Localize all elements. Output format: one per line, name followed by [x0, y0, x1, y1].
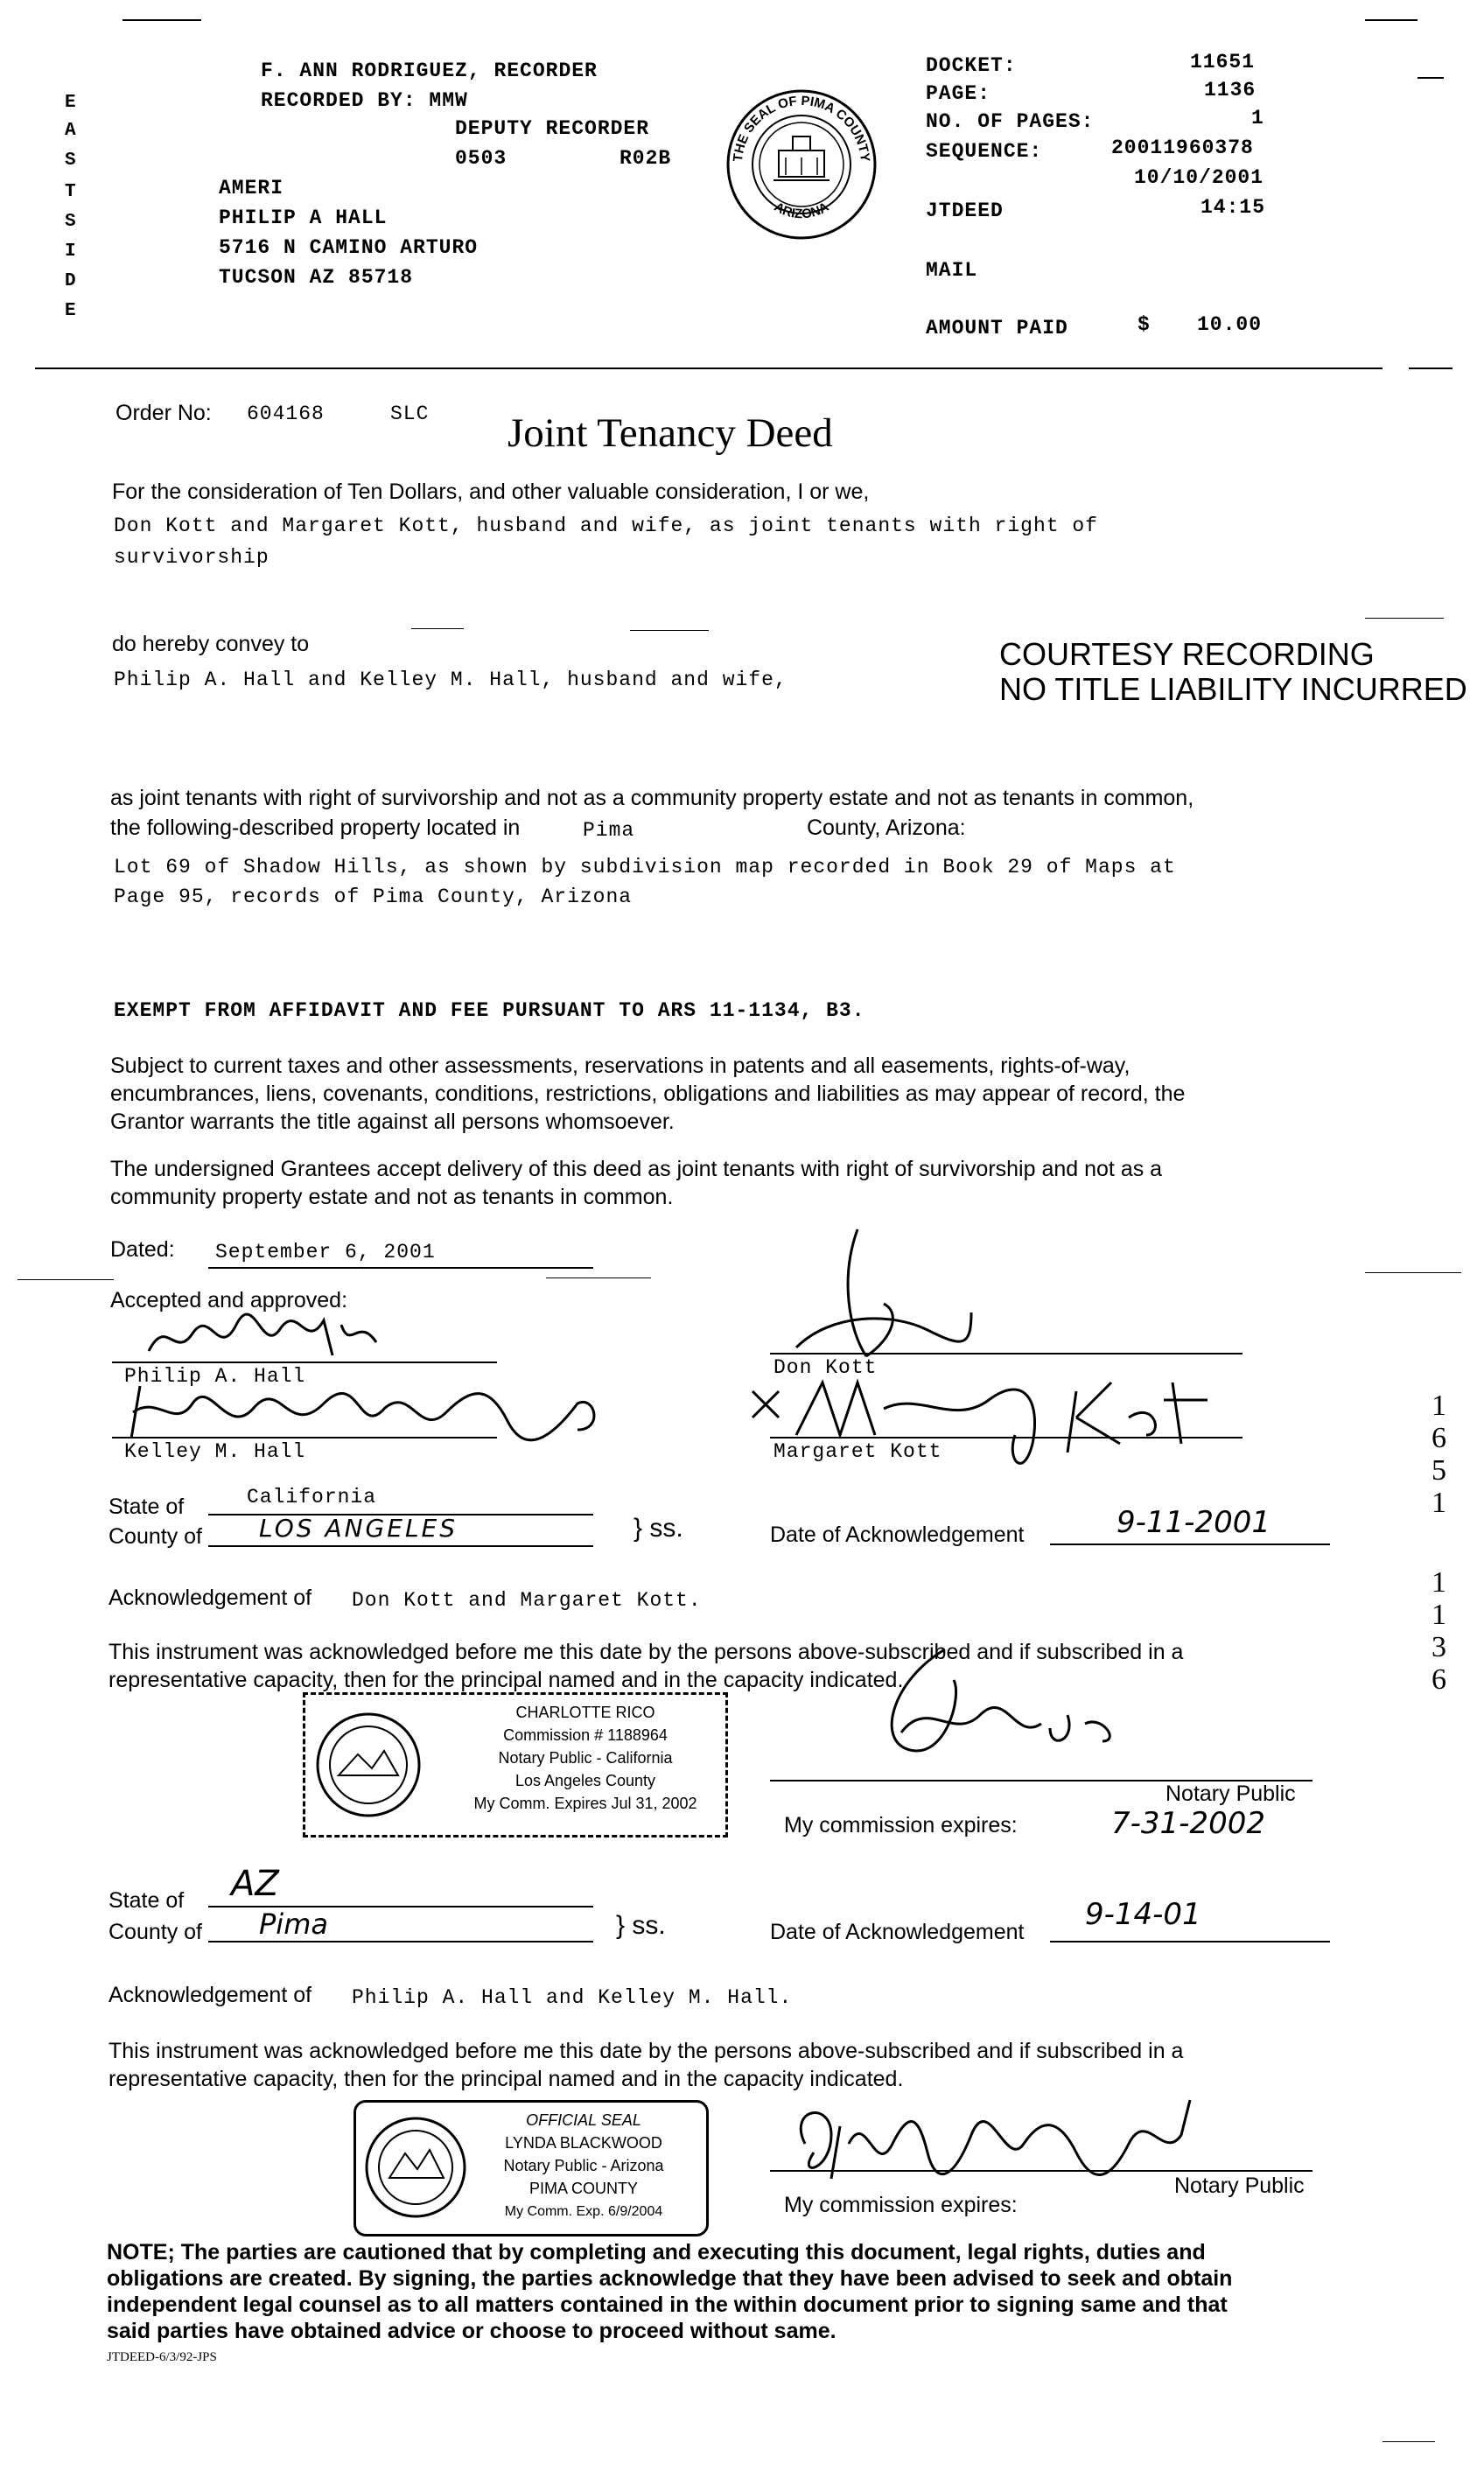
- recording-date: 10/10/2001: [1134, 166, 1264, 189]
- county-inline: Pima: [583, 819, 635, 842]
- legal-description-line-2: Page 95, records of Pima County, Arizona: [114, 886, 633, 908]
- amount-value: 10.00: [1197, 313, 1263, 336]
- stamp2-name: LYNDA BLACKWOOD: [505, 2134, 662, 2152]
- dash: [1382, 2441, 1435, 2442]
- notary-stamp-lynda-blackwood: [354, 2100, 709, 2236]
- page-label: PAGE:: [926, 82, 991, 105]
- dash: [18, 1279, 114, 1280]
- signer-don-kott: Don Kott: [774, 1356, 878, 1379]
- top-dash: [1418, 77, 1444, 79]
- form-code: JTDEED-6/3/92-JPS: [107, 2350, 217, 2364]
- eastside-letter: T: [65, 182, 76, 202]
- note-line-3: independent legal counsel as to all matters contained in the within document prior to signing same and that: [107, 2292, 1228, 2317]
- ack2-state: AZ: [231, 1864, 279, 1904]
- grantees-accept-line-1: The undersigned Grantees accept delivery of this deed as joint tenants with right of survivorship and not as a: [110, 1157, 1163, 1181]
- signer-philip-hall: Philip A. Hall: [124, 1365, 306, 1388]
- county-suffix: County, Arizona:: [807, 816, 966, 840]
- pima-county-seal: [724, 88, 878, 242]
- side-page-digit: 1: [1432, 1599, 1446, 1631]
- signature-margaret-kott: [744, 1365, 1216, 1496]
- ack1-state-label: State of: [108, 1494, 185, 1519]
- recording-time: 14:15: [1200, 196, 1266, 219]
- eastside-letter: I: [65, 242, 76, 262]
- ack2-ss: } ss.: [616, 1911, 666, 1940]
- sequence-value: 20011960378: [1111, 136, 1254, 159]
- stamp2-title: Notary Public - Arizona: [503, 2157, 664, 2174]
- recorder-code-1: 0503: [455, 147, 508, 170]
- legal-description-line-1: Lot 69 of Shadow Hills, as shown by subdivision map recorded in Book 29 of Maps at: [114, 856, 1176, 878]
- ack1-date-label: Date of Acknowledgement: [770, 1522, 1025, 1547]
- ack1-date-underline: [1050, 1544, 1330, 1545]
- note-line-4: said parties have obtained advice or choose to proceed without same.: [107, 2319, 836, 2343]
- return-street: 5716 N CAMINO ARTURO: [219, 236, 479, 259]
- consideration-text: For the consideration of Ten Dollars, and other valuable consideration, I or we,: [112, 480, 870, 504]
- accepted-label: Accepted and approved:: [110, 1288, 348, 1312]
- eastside-letter: S: [65, 212, 76, 232]
- ack1-text-line-2: representative capacity, then for the principal named and in the capacity indicated.: [108, 1668, 904, 1692]
- mail-indicator: MAIL: [926, 259, 978, 282]
- grantors-line-2: survivorship: [114, 546, 270, 569]
- side-page-digit: 1: [1432, 1566, 1446, 1599]
- joint-tenants-line-2: the following-described property located in: [110, 816, 521, 840]
- ack2-notary-label: Notary Public: [1174, 2174, 1305, 2198]
- dated-value: September 6, 2001: [215, 1241, 436, 1264]
- eastside-letter: A: [65, 121, 76, 141]
- dash: [1365, 1272, 1461, 1273]
- dash: [1365, 618, 1444, 619]
- ack1-county-label: County of: [108, 1524, 203, 1549]
- subject-line-3: Grantor warrants the title against all persons whomsoever.: [110, 1110, 675, 1134]
- ack1-date: 9-11-2001: [1116, 1505, 1270, 1540]
- side-page-digit: 3: [1432, 1631, 1446, 1663]
- document-type: JTDEED: [926, 200, 1004, 222]
- order-code: SLC: [390, 402, 430, 425]
- return-city: TUCSON AZ 85718: [219, 266, 414, 289]
- exempt-statement: EXEMPT FROM AFFIDAVIT AND FEE PURSUANT TO ARS 11-1134, B3.: [114, 999, 865, 1022]
- stamp2-expires: My Comm. Exp. 6/9/2004: [504, 2204, 663, 2219]
- return-name: PHILIP A HALL: [219, 206, 388, 229]
- eastside-letter: E: [65, 301, 76, 321]
- eastside-letter: S: [65, 150, 76, 171]
- dated-underline: [208, 1267, 593, 1269]
- ack1-notary-label: Notary Public: [1166, 1782, 1296, 1806]
- recorder-code-2: R02B: [620, 147, 672, 170]
- header-divider-dash: [1409, 368, 1452, 369]
- ack1-county: LOS ANGELES: [259, 1514, 458, 1543]
- ack2-text-line-2: representative capacity, then for the principal named and in the capacity indicated.: [108, 2067, 904, 2091]
- stamp1-commission: Commission # 1188964: [503, 1726, 668, 1744]
- svg-text:THE SEAL OF PIMA COUNTY: THE SEAL OF PIMA COUNTY: [730, 93, 873, 163]
- recorder-name: F. ANN RODRIGUEZ, RECORDER: [261, 60, 598, 82]
- ack1-text-line-1: This instrument was acknowledged before me this date by the persons above-subscribed and if subscribed in a: [108, 1640, 1184, 1664]
- sequence-label: SEQUENCE:: [926, 140, 1043, 163]
- side-docket-digit: 1: [1432, 1390, 1446, 1422]
- docket-value: 11651: [1190, 51, 1256, 74]
- pages-value: 1: [1251, 107, 1264, 130]
- top-dash: [122, 19, 201, 21]
- subject-line-2: encumbrances, liens, covenants, conditions, restrictions, obligations and liabilities as may appear of record, the: [110, 1082, 1186, 1106]
- order-number: 604168: [247, 402, 325, 425]
- header-divider: [35, 368, 1382, 369]
- docket-label: DOCKET:: [926, 54, 1017, 77]
- pages-label: NO. OF PAGES:: [926, 110, 1095, 133]
- deputy-recorder: DEPUTY RECORDER: [455, 117, 650, 140]
- ack1-of: Don Kott and Margaret Kott.: [352, 1589, 702, 1612]
- california-seal-icon: [314, 1711, 423, 1819]
- grantees-names: Philip A. Hall and Kelley M. Hall, husband and wife,: [114, 668, 788, 691]
- document-title: Joint Tenancy Deed: [508, 410, 833, 456]
- arizona-seal-icon: [363, 2115, 468, 2220]
- amount-label: AMOUNT PAID: [926, 317, 1068, 340]
- ack2-of-label: Acknowledgement of: [108, 1983, 312, 2007]
- stamp1-name: CHARLOTTE RICO: [515, 1704, 655, 1721]
- grantees-accept-line-2: community property estate and not as tenants in common.: [110, 1185, 674, 1209]
- courtesy-line-1: COURTESY RECORDING: [999, 636, 1375, 672]
- eastside-letter: D: [65, 271, 76, 291]
- ack1-expires-label: My commission expires:: [784, 1813, 1018, 1838]
- ack1-state: California: [247, 1486, 377, 1508]
- courtesy-line-2: NO TITLE LIABILITY INCURRED: [999, 671, 1467, 707]
- page-value: 1136: [1204, 79, 1256, 102]
- signature-kelley-hall: [122, 1377, 612, 1447]
- courtesy-recording-stamp: [999, 637, 1467, 707]
- ack2-county: Pima: [259, 1908, 328, 1941]
- ack1-county-underline: [208, 1545, 593, 1547]
- ack1-of-label: Acknowledgement of: [108, 1586, 312, 1610]
- eastside-letter: E: [65, 93, 76, 113]
- ack2-date: 9-14-01: [1085, 1897, 1201, 1932]
- side-docket-digit: 1: [1432, 1487, 1446, 1519]
- joint-tenants-line-1: as joint tenants with right of survivorship and not as a community property estate and not as tenants in common,: [110, 786, 1194, 810]
- subject-line-1: Subject to current taxes and other assessments, reservations in patents and all easements, rights-of-way,: [110, 1054, 1130, 1078]
- top-dash: [1365, 19, 1418, 21]
- side-page-digit: 6: [1432, 1663, 1446, 1696]
- order-label: Order No:: [116, 401, 212, 425]
- amount-currency: $: [1138, 313, 1151, 336]
- convey-label: do hereby convey to: [112, 632, 310, 656]
- return-company: AMERI: [219, 177, 284, 200]
- dated-label: Dated:: [110, 1237, 175, 1262]
- signature-philip-hall: [140, 1307, 394, 1368]
- signer-margaret-kott: Margaret Kott: [774, 1440, 942, 1463]
- ack2-expires-label: My commission expires:: [784, 2193, 1018, 2217]
- ack1-ss: } ss.: [634, 1514, 683, 1543]
- ack2-date-label: Date of Acknowledgement: [770, 1920, 1025, 1944]
- ack2-of: Philip A. Hall and Kelley M. Hall.: [352, 1986, 793, 2009]
- notary2-signature-line: [770, 2170, 1312, 2172]
- signature-lynda-blackwood: [779, 2091, 1234, 2196]
- stamp1-title: Notary Public - California: [498, 1749, 673, 1767]
- note-line-2: obligations are created. By signing, the parties acknowledge that they have been advised to seek and obtain: [107, 2266, 1233, 2291]
- ack1-expires: 7-31-2002: [1111, 1806, 1265, 1841]
- note-line-1: NOTE; The parties are cautioned that by completing and executing this document, legal rights, duties and: [107, 2240, 1206, 2264]
- signature-charlotte-rico: [840, 1645, 1138, 1776]
- side-docket-digit: 5: [1432, 1454, 1446, 1487]
- svg-text:ARIZONA: ARIZONA: [771, 199, 832, 222]
- dash: [411, 628, 464, 629]
- recorded-by: RECORDED BY: MMW: [261, 89, 468, 112]
- signer-kelley-hall: Kelley M. Hall: [124, 1440, 306, 1463]
- stamp2-header: OFFICIAL SEAL: [526, 2111, 641, 2129]
- side-docket-digit: 6: [1432, 1422, 1446, 1454]
- stamp2-county: PIMA COUNTY: [528, 2180, 638, 2197]
- ack2-state-label: State of: [108, 1888, 185, 1913]
- ack2-date-underline: [1050, 1941, 1330, 1942]
- stamp1-county: Los Angeles County: [514, 1772, 656, 1789]
- notary-stamp-charlotte-rico: [303, 1692, 728, 1838]
- signature-don-kott: [761, 1225, 989, 1374]
- dash: [630, 630, 709, 631]
- ack2-text-line-1: This instrument was acknowledged before me this date by the persons above-subscribed and if subscribed in a: [108, 2039, 1184, 2063]
- ack2-county-label: County of: [108, 1920, 203, 1944]
- stamp1-expires: My Comm. Expires Jul 31, 2002: [473, 1795, 697, 1812]
- ack2-county-underline: [208, 1941, 593, 1942]
- grantors-line-1: Don Kott and Margaret Kott, husband and wife, as joint tenants with right of: [114, 514, 1098, 537]
